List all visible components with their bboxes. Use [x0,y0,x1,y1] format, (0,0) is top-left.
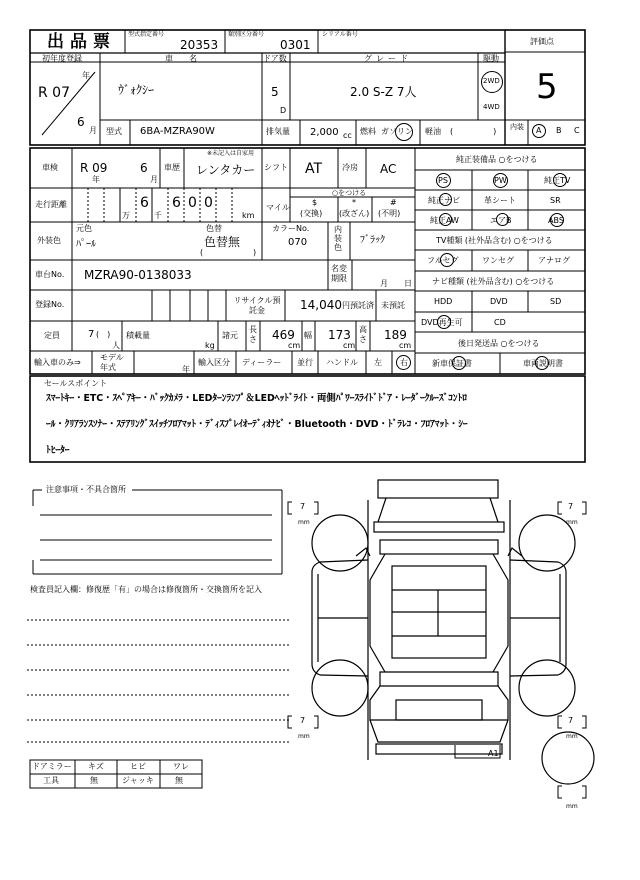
tv-title: TV種類 (社外品含む) ○をつける [436,236,553,245]
import-parallel: 並行 [297,358,313,367]
equip-navi: 純正ナビ [428,196,460,205]
damage-code: A1 [488,749,499,758]
km-unit: km [242,211,255,220]
navi-hdd: HDD [434,297,453,306]
displacement-unit: cc [343,131,352,140]
hyoka-label: 評価点 [530,37,554,46]
height-label: 高さ [359,325,367,344]
circle-fullseg [440,253,454,267]
doors-label: ドア数 [263,54,287,63]
model-label: 型式 [106,127,122,136]
drive-label: 駆動 [483,54,499,63]
ruibetsu-label: 類別区分番号 [228,31,265,38]
ruibetsu-value: 0301 [280,38,311,52]
length-label: 長さ [249,325,257,344]
import-only-label: 輸入車のみ⇒ [34,358,81,367]
meter-tsukeru: ○をつける [332,189,367,197]
equip-leather: 革シート [484,196,516,205]
tool-header-scratch: キズ [88,762,104,771]
doors-value: 5 [271,85,279,99]
fuel-diesel: 軽油 [425,127,441,136]
circle-dvd-play [437,315,451,329]
recycle-none: 未預託 [381,301,405,310]
handle-right: 右 [400,358,408,367]
circle-pw [493,173,508,188]
width-unit: cm [343,341,356,350]
length-unit: cm [288,341,301,350]
meter-unknown: (不明) [378,209,401,218]
shaken-year: R 09 [80,161,108,175]
naiso-label: 内装 [510,123,524,131]
dims-label: 諸元 [222,331,238,340]
mileage-man-unit: 万 [122,211,130,220]
tool-cell-tools-value: 無 [90,776,98,785]
car-name-label: 車 名 [165,54,201,63]
meter-unknown-sym: # [390,198,397,207]
repaint-label: 色替 [206,224,222,233]
navi-cd: CD [494,318,506,327]
model-year-unit: 年 [182,365,190,374]
load-label: 積載量 [126,331,150,340]
recycle-value: 14,040 [300,298,342,312]
katashiki-label: 型式指定番号 [128,31,165,38]
mileage-digit-2: 6 [172,195,181,211]
navi-sd: SD [550,297,562,306]
height-value: 189 [384,328,407,342]
meigi-day: 日 [404,279,412,288]
first-reg-label: 初年度登録 [42,54,82,63]
shift-value: AT [305,161,323,177]
genuine-title: 純正装備品 ○をつける [456,155,538,164]
mileage-digit-3: 0 [188,195,197,211]
equip-sr: SR [550,196,561,205]
navi-dvd-play: DVD再生可 [421,318,463,327]
tread-rear-left: 7 [300,716,306,725]
meter-exchange-sym: $ [312,198,318,207]
ext-color-label: 外装色 [37,236,61,245]
naiso-a: A [536,126,542,135]
shaken-month: 6 [140,161,148,175]
naiso-c: C [574,126,580,135]
recycle-label: リサイクル預託金 [233,296,281,315]
circle-navi [439,193,452,206]
circle-warranty [452,356,466,370]
equip-abs: ABS [548,216,564,225]
car-name-value: ｳﾞｫｸｼｰ [118,83,155,97]
circle-tv [553,173,567,187]
meigi-month: 月 [380,279,388,288]
mileage-digit-4: 0 [204,195,213,211]
usage-value: レンタカー [196,163,256,177]
circle-airbag [496,213,509,226]
import-dealer: ディーラー [242,358,282,367]
drive-4wd: 4WD [483,103,500,111]
tool-header-crack: ヒビ [130,762,146,771]
tread-rear-right: 7 [568,716,574,725]
equip-ps: PS [438,176,448,185]
meter-tamper: (改ざん) [339,209,370,218]
fuel-bracket: ( ) [450,127,497,136]
recycle-unit: 円 [342,301,350,310]
int-color-label: 内装色 [334,225,342,252]
later-warranty: 新車保証書 [432,359,472,368]
load-unit: kg [205,341,215,350]
length-value: 469 [272,328,295,342]
model-value: 6BA-MZRA90W [140,126,215,137]
tool-header-break: ワレ [173,762,189,771]
reg-no-label: 登録No. [35,300,65,309]
chassis-label: 車台No. [35,270,65,279]
ac-value: AC [380,162,397,176]
equip-aw: 純正AW [430,216,459,225]
tread-rear-left-unit: mm [298,733,310,740]
model-year-label: モデル年式 [100,353,124,372]
grade-label: グレード [364,54,412,63]
recycle-done: 預託済 [350,301,374,310]
fuel-gasoline: ガソリン [381,127,413,136]
shaken-label: 車検 [42,163,58,172]
shift-label: シフト [264,163,288,172]
tv-fullseg: フルセグ [427,256,459,265]
equip-airbag: エアB [490,216,512,225]
sales-line-3: ﾄﾋｰﾀｰ [46,445,70,456]
capacity-label: 定員 [44,331,60,340]
tread-front-left: 7 [300,502,306,511]
drive-2wd: 2WD [483,77,500,85]
navi-dvd: DVD [490,297,508,306]
meter-exchange: (交換) [300,209,323,218]
circle-ps [436,173,451,188]
tread-front-right: 7 [568,502,574,511]
height-unit: cm [399,341,412,350]
orig-color-label: 元色 [76,224,92,233]
later-manual: 車両説明書 [523,359,563,368]
mileage-sen-unit: 千 [154,211,162,220]
capacity-unit: 人 [112,341,120,350]
car-diagram [312,480,594,784]
meter-tamper-sym: * [352,198,356,207]
equip-tv: 純正TV [544,176,571,185]
mileage-label: 走行距離 [35,200,67,209]
displacement-label: 排気量 [266,127,290,136]
shaken-month-unit: 月 [150,175,158,184]
colorno-label: カラーNo. [272,224,310,233]
width-label: 幅 [304,331,312,340]
tread-spare-unit: mm [566,803,578,810]
navi-title: ナビ種類 (社外品含む) ○をつける [432,277,555,286]
note-private: ※未記入は自家用 [207,150,255,157]
tool-cell-tools: 工具 [43,776,59,785]
colorno-value: 070 [288,237,308,248]
doors-suffix: D [280,106,287,115]
katashiki-value: 20353 [180,38,219,52]
equip-pw: PW [494,176,507,185]
year-unit: 年 [82,71,90,80]
repaint-bracket-open: ( [200,248,204,257]
tool-cell-jack: ジャッキ [122,776,154,785]
tool-header-mirror: ドアミラー [32,762,72,771]
handle-left: 左 [374,358,382,367]
hyoka-value: 5 [536,67,558,107]
int-color-value: ﾌﾞﾗｯｸ [360,235,385,246]
handle-label: ハンドル [326,358,358,367]
circle-abs [550,213,564,227]
width-value: 173 [328,328,351,342]
repaint-value: 色替無 [204,235,241,249]
tv-oneseg: ワンセグ [482,256,514,265]
capacity-value: 7 [88,329,95,340]
mile-label: マイル [266,203,290,212]
serial-label: シリアル番号 [322,31,358,38]
circle-manual [535,356,549,370]
naiso-b: B [556,126,562,135]
circle-aw [439,213,452,226]
sales-line-2: ｰﾙ・ｸﾘｱﾗﾝｽｿﾅｰ・ｽﾃｱﾘﾝｸﾞｽｲｯﾁﾌﾛｱﾏｯﾄ・ﾃﾞｨｽﾌﾟﾚｲｵｰﾃﾞｨｵﾅﾋﾞ・Bluetooth・DVD・ﾄﾞﾗﾚｺ・ﾌﾛｱﾏｯﾄ・ｼｰ [46,419,468,430]
tread-front-right-unit: mm [566,519,578,526]
page-title: 出品票 [47,32,116,52]
usage-label: 車歴 [164,163,180,172]
caution-label: 注意事項・不具合箇所 [46,485,126,494]
later-title: 後日発送品 ○をつける [458,339,540,348]
meigi-label: 名変期限 [331,264,347,283]
tread-rear-right-unit: mm [566,733,578,740]
grade-value: 2.0 S-Z 7人 [350,85,417,99]
sales-line-1: ｽﾏｰﾄｷｰ・ETC・ｽﾍﾟｱｷｰ・ﾊﾞｯｸｶﾒﾗ・LEDﾀｰﾝﾗﾝﾌﾟ＆LEDﾍｯﾄﾞﾗｲﾄ・両側ﾊﾟﾜｰｽﾗｲﾄﾞﾄﾞｱ・ﾚｰﾀﾞｰｸﾙｰｽﾞｺﾝﾄﾛ [46,393,467,404]
inspector-label: 検査員記入欄：修復歴「有」の場合は修復箇所・交換箇所を記入 [30,585,262,594]
sales-label: セールスポイント [44,379,108,388]
import-type-label: 輸入区分 [198,358,230,367]
ac-label: 冷房 [342,163,358,172]
chassis-value: MZRA90-0138033 [84,268,192,282]
repaint-bracket-close: ) [253,248,257,257]
tread-front-left-unit: mm [298,519,310,526]
tv-analog: アナログ [538,256,570,265]
first-reg-year: R 07 [38,85,70,101]
first-reg-month: 6 [77,115,85,129]
tool-cell-jack-value: 無 [175,776,183,785]
mileage-digit-1: 6 [140,195,149,211]
fuel-label: 燃料 [360,127,376,136]
capacity-paren: ( ) [96,330,111,339]
displacement-value: 2,000 [310,127,339,138]
shaken-year-unit: 年 [92,175,100,184]
month-unit: 月 [89,126,97,135]
orig-color-value: ﾊﾟｰﾙ [76,239,96,250]
